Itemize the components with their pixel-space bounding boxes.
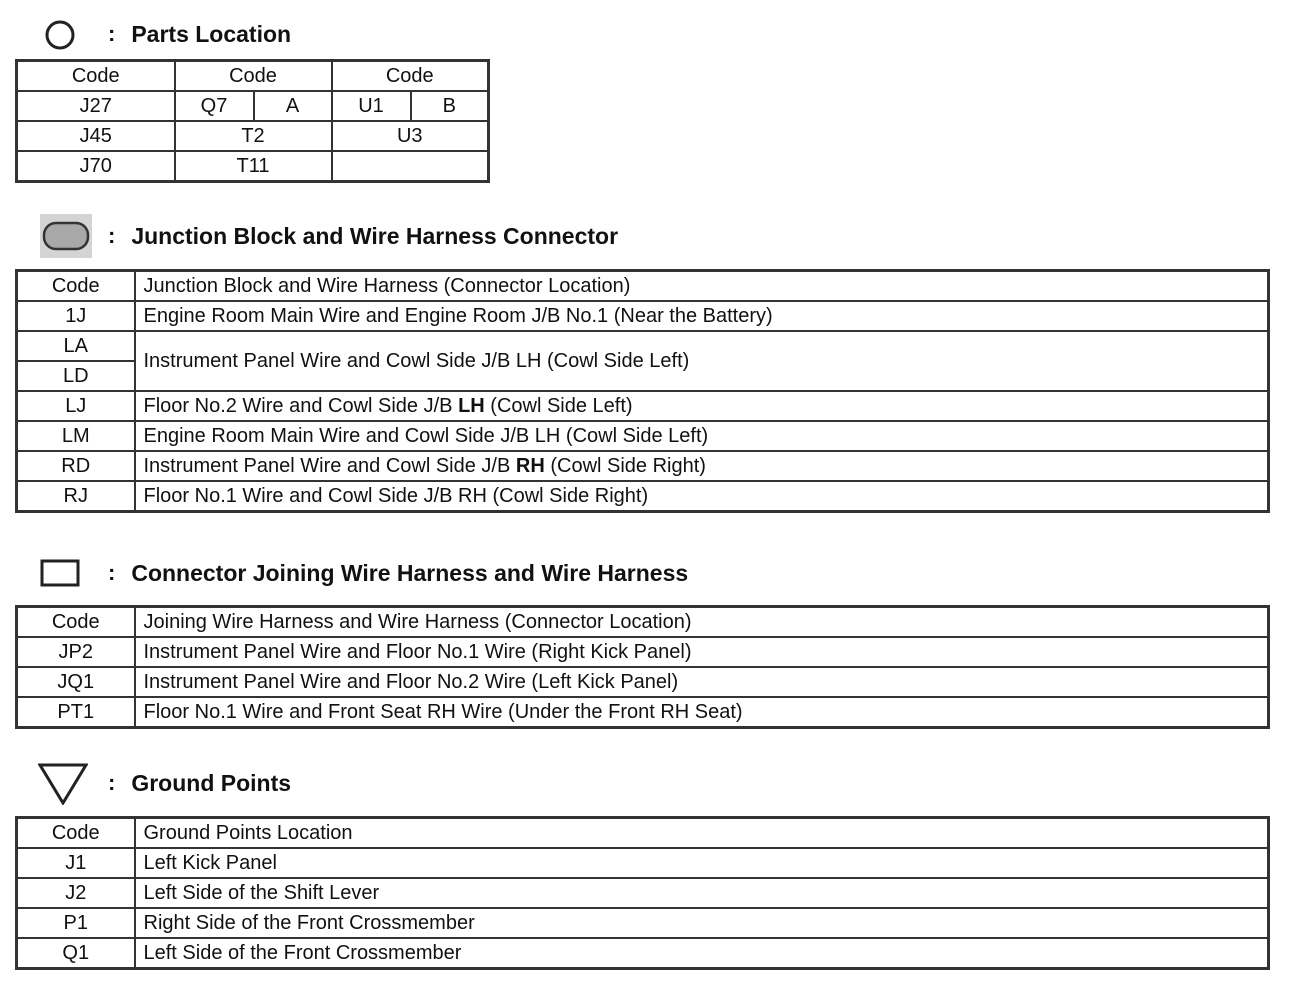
table-row (17, 91, 489, 121)
header-code: Code (17, 271, 135, 302)
code-cell: LM (17, 421, 135, 451)
section-title: Connector Joining Wire Harness and Wire Harness (131, 559, 689, 586)
code-cell: J1 (17, 848, 135, 878)
code-cell: LD (17, 361, 135, 391)
code-cell: T2 (175, 121, 332, 151)
header-cell: Code (17, 61, 175, 92)
colon: : (108, 21, 116, 46)
code-cell: J45 (17, 121, 175, 151)
code-cell: U1 (332, 91, 411, 121)
colon: : (108, 560, 116, 585)
header-desc: Junction Block and Wire Harness (Connector Location) (135, 271, 1269, 302)
header-desc: Ground Points Location (135, 818, 1269, 849)
desc-cell: Engine Room Main Wire and Cowl Side J/B LH (Cowl Side Left) (135, 421, 1269, 451)
desc-cell (135, 451, 1269, 481)
table-header-row (17, 818, 1269, 849)
shaded-rounded-rect-icon (38, 214, 94, 258)
colon: : (108, 223, 116, 248)
table-row (17, 908, 1269, 938)
desc-cell: Left Side of the Shift Lever (135, 878, 1269, 908)
table-row (17, 301, 1269, 331)
section-title: Junction Block and Wire Harness Connector (131, 222, 619, 249)
table-row (17, 878, 1269, 908)
parts-location-heading (38, 12, 291, 56)
code-cell: J27 (17, 91, 175, 121)
table-row (17, 667, 1269, 697)
junction-block-heading (38, 214, 618, 258)
code-cell: B (411, 91, 489, 121)
code-cell: LA (17, 331, 135, 361)
ground-points-heading (38, 761, 291, 805)
code-cell: JQ1 (17, 667, 135, 697)
connector-joining-table (15, 605, 1270, 729)
code-cell: RD (17, 451, 135, 481)
code-cell: J2 (17, 878, 135, 908)
header-cell: Code (175, 61, 332, 92)
code-cell: RJ (17, 481, 135, 512)
desc-text: Floor No.2 Wire and Cowl Side J/B (143, 395, 459, 417)
table-row (17, 121, 489, 151)
code-cell: P1 (17, 908, 135, 938)
table-row (17, 481, 1269, 512)
table-row (17, 938, 1269, 969)
ground-points-table (15, 816, 1270, 970)
parts-location-table (15, 59, 490, 183)
rectangle-icon (38, 551, 94, 595)
junction-block-table (15, 269, 1270, 513)
desc-bold: LH (458, 395, 485, 417)
code-cell: T11 (175, 151, 332, 182)
desc-cell: Engine Room Main Wire and Engine Room J/B No.1 (Near the Battery) (135, 301, 1269, 331)
code-cell: 1J (17, 301, 135, 331)
circle-icon (38, 12, 94, 56)
table-row (17, 421, 1269, 451)
code-cell: JP2 (17, 637, 135, 667)
table-row (17, 151, 489, 182)
code-cell: Q1 (17, 938, 135, 969)
code-cell: LJ (17, 391, 135, 421)
triangle-down-icon (38, 761, 94, 805)
desc-cell: Floor No.1 Wire and Cowl Side J/B RH (Cowl Side Right) (135, 481, 1269, 512)
header-code: Code (17, 607, 135, 638)
desc-cell: Instrument Panel Wire and Cowl Side J/B LH (Cowl Side Left) (135, 331, 1269, 391)
desc-cell (135, 391, 1269, 421)
code-cell: U3 (332, 121, 489, 151)
table-row (17, 848, 1269, 878)
table-row (17, 451, 1269, 481)
desc-cell: Instrument Panel Wire and Floor No.2 Wire (Left Kick Panel) (135, 667, 1269, 697)
desc-text: (Cowl Side Right) (544, 455, 706, 477)
header-desc: Joining Wire Harness and Wire Harness (Connector Location) (135, 607, 1269, 638)
colon: : (108, 770, 116, 795)
desc-cell: Floor No.1 Wire and Front Seat RH Wire (Under the Front RH Seat) (135, 697, 1269, 728)
desc-cell: Instrument Panel Wire and Floor No.1 Wire (Right Kick Panel) (135, 637, 1269, 667)
header-code: Code (17, 818, 135, 849)
desc-cell: Right Side of the Front Crossmember (135, 908, 1269, 938)
header-cell: Code (332, 61, 489, 92)
connector-joining-heading (38, 551, 688, 595)
desc-bold: RH (515, 455, 545, 477)
desc-cell: Left Kick Panel (135, 848, 1269, 878)
section-title: Parts Location (131, 20, 292, 47)
desc-text: Instrument Panel Wire and Cowl Side J/B (143, 455, 516, 477)
table-header-row (17, 607, 1269, 638)
desc-text: (Cowl Side Left) (484, 395, 633, 417)
table-row (17, 331, 1269, 361)
code-cell: A (254, 91, 332, 121)
code-cell: PT1 (17, 697, 135, 728)
code-cell: J70 (17, 151, 175, 182)
code-cell (332, 151, 489, 182)
table-header-row (17, 271, 1269, 302)
code-cell: Q7 (175, 91, 254, 121)
table-row (17, 637, 1269, 667)
section-title: Ground Points (131, 769, 292, 796)
table-row (17, 697, 1269, 728)
table-header-row (17, 61, 489, 92)
table-row (17, 391, 1269, 421)
desc-cell: Left Side of the Front Crossmember (135, 938, 1269, 969)
